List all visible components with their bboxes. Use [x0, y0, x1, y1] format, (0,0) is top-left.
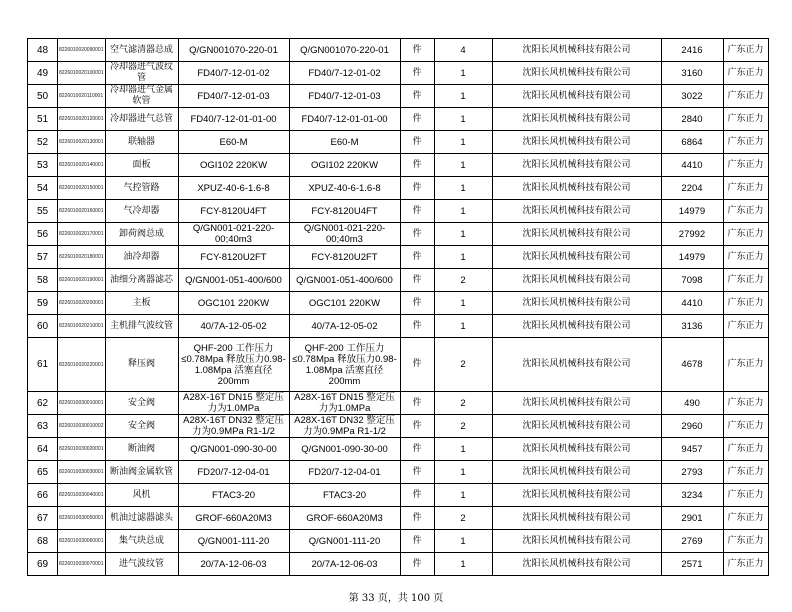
model-spec-cell: A28X-16T DN32 整定压力为0.9MPa R1-1/2: [178, 415, 289, 438]
row-number-cell: 60: [28, 315, 58, 338]
location-cell: 广东正力: [723, 461, 768, 484]
drawing-number-cell: FD40/7-12-01-01-00: [289, 108, 400, 131]
supplier-cell: 沈阳长风机械科技有限公司: [492, 415, 661, 438]
table-row: [28, 461, 769, 484]
unit-cell: 件: [400, 415, 434, 438]
row-number-cell: 61: [28, 338, 58, 392]
material-code-cell: 8226010020100001: [58, 62, 106, 85]
material-code-cell: 8226010020140001: [58, 154, 106, 177]
drawing-number-cell: FCY-8120U2FT: [289, 246, 400, 269]
table-row: [28, 85, 769, 108]
material-code-cell: 8226010030070001: [58, 553, 106, 576]
material-code-cell: 8226010020180001: [58, 246, 106, 269]
unit-cell: 件: [400, 246, 434, 269]
model-spec-cell: OGC101 220KW: [178, 292, 289, 315]
material-code-cell: 8226010030030001: [58, 461, 106, 484]
model-spec-cell: FD40/7-12-01-02: [178, 62, 289, 85]
unit-price-cell: 2769: [661, 530, 723, 553]
supplier-cell: 沈阳长风机械科技有限公司: [492, 269, 661, 292]
part-name-cell: 联轴器: [105, 131, 178, 154]
part-name-cell: 集气块总成: [105, 530, 178, 553]
unit-price-cell: 7098: [661, 269, 723, 292]
drawing-number-cell: QHF-200 工作压力≤0.78Mpa 释放压力0.98-1.08Mpa 活塞直径200mm: [289, 338, 400, 392]
table-row: [28, 177, 769, 200]
drawing-number-cell: FD40/7-12-01-02: [289, 62, 400, 85]
supplier-cell: 沈阳长风机械科技有限公司: [492, 154, 661, 177]
parts-table-body: [28, 39, 769, 576]
row-number-cell: 55: [28, 200, 58, 223]
unit-price-cell: 14979: [661, 200, 723, 223]
supplier-cell: 沈阳长风机械科技有限公司: [492, 461, 661, 484]
unit-price-cell: 6864: [661, 131, 723, 154]
drawing-number-cell: FCY-8120U4FT: [289, 200, 400, 223]
supplier-cell: 沈阳长风机械科技有限公司: [492, 200, 661, 223]
quantity-cell: 1: [434, 530, 492, 553]
part-name-cell: 释压阀: [105, 338, 178, 392]
part-name-cell: 进气波纹管: [105, 553, 178, 576]
quantity-cell: 1: [434, 200, 492, 223]
table-row: [28, 507, 769, 530]
row-number-cell: 54: [28, 177, 58, 200]
drawing-number-cell: A28X-16T DN15 整定压力为1.0MPa: [289, 392, 400, 415]
part-name-cell: 油细分离器滤芯: [105, 269, 178, 292]
drawing-number-cell: XPUZ-40-6-1.6-8: [289, 177, 400, 200]
drawing-number-cell: 40/7A-12-05-02: [289, 315, 400, 338]
drawing-number-cell: Q/GN001070-220-01: [289, 39, 400, 62]
unit-cell: 件: [400, 108, 434, 131]
location-cell: 广东正力: [723, 507, 768, 530]
drawing-number-cell: E60-M: [289, 131, 400, 154]
location-cell: 广东正力: [723, 415, 768, 438]
supplier-cell: 沈阳长风机械科技有限公司: [492, 85, 661, 108]
table-row: [28, 108, 769, 131]
model-spec-cell: XPUZ-40-6-1.6-8: [178, 177, 289, 200]
drawing-number-cell: 20/7A-12-06-03: [289, 553, 400, 576]
supplier-cell: 沈阳长风机械科技有限公司: [492, 315, 661, 338]
row-number-cell: 67: [28, 507, 58, 530]
unit-cell: 件: [400, 392, 434, 415]
table-row: [28, 223, 769, 246]
unit-price-cell: 14979: [661, 246, 723, 269]
material-code-cell: 8226010020130001: [58, 131, 106, 154]
page-footer: 第 33 页，共 100 页: [348, 593, 444, 604]
material-code-cell: 8226010020220001: [58, 338, 106, 392]
row-number-cell: 63: [28, 415, 58, 438]
supplier-cell: 沈阳长风机械科技有限公司: [492, 484, 661, 507]
supplier-cell: 沈阳长风机械科技有限公司: [492, 223, 661, 246]
location-cell: 广东正力: [723, 553, 768, 576]
quantity-cell: 1: [434, 177, 492, 200]
unit-cell: 件: [400, 461, 434, 484]
material-code-cell: 8226010020090001: [58, 39, 106, 62]
table-row: [28, 338, 769, 392]
unit-price-cell: 3160: [661, 62, 723, 85]
supplier-cell: 沈阳长风机械科技有限公司: [492, 292, 661, 315]
unit-cell: 件: [400, 131, 434, 154]
part-name-cell: 断油阀金属软管: [105, 461, 178, 484]
unit-cell: 件: [400, 85, 434, 108]
drawing-number-cell: Q/GN001-021-220-00;40m3: [289, 223, 400, 246]
location-cell: 广东正力: [723, 223, 768, 246]
row-number-cell: 68: [28, 530, 58, 553]
part-name-cell: 冷却器进气波纹管: [105, 62, 178, 85]
drawing-number-cell: OGC101 220KW: [289, 292, 400, 315]
unit-price-cell: 2571: [661, 553, 723, 576]
location-cell: 广东正力: [723, 200, 768, 223]
part-name-cell: 主机排气波纹管: [105, 315, 178, 338]
drawing-number-cell: Q/GN001-051-400/600: [289, 269, 400, 292]
drawing-number-cell: FD40/7-12-01-03: [289, 85, 400, 108]
model-spec-cell: GROF-660A20M3: [178, 507, 289, 530]
row-number-cell: 49: [28, 62, 58, 85]
row-number-cell: 69: [28, 553, 58, 576]
material-code-cell: 8226010020160001: [58, 200, 106, 223]
location-cell: 广东正力: [723, 338, 768, 392]
unit-cell: 件: [400, 315, 434, 338]
material-code-cell: 8226010020110001: [58, 85, 106, 108]
supplier-cell: 沈阳长风机械科技有限公司: [492, 246, 661, 269]
location-cell: 广东正力: [723, 315, 768, 338]
unit-cell: 件: [400, 438, 434, 461]
row-number-cell: 56: [28, 223, 58, 246]
row-number-cell: 66: [28, 484, 58, 507]
unit-cell: 件: [400, 507, 434, 530]
model-spec-cell: Q/GN001-111-20: [178, 530, 289, 553]
model-spec-cell: QHF-200 工作压力≤0.78Mpa 释放压力0.98-1.08Mpa 活塞直径200mm: [178, 338, 289, 392]
unit-cell: 件: [400, 553, 434, 576]
model-spec-cell: A28X-16T DN15 整定压力为1.0MPa: [178, 392, 289, 415]
part-name-cell: 气冷却器: [105, 200, 178, 223]
unit-price-cell: 2840: [661, 108, 723, 131]
supplier-cell: 沈阳长风机械科技有限公司: [492, 438, 661, 461]
location-cell: 广东正力: [723, 246, 768, 269]
drawing-number-cell: Q/GN001-111-20: [289, 530, 400, 553]
parts-table: [27, 38, 769, 576]
unit-cell: 件: [400, 292, 434, 315]
part-name-cell: 断油阀: [105, 438, 178, 461]
model-spec-cell: FD40/7-12-01-01-00: [178, 108, 289, 131]
quantity-cell: 4: [434, 39, 492, 62]
model-spec-cell: FD20/7-12-04-01: [178, 461, 289, 484]
quantity-cell: 2: [434, 269, 492, 292]
quantity-cell: 2: [434, 392, 492, 415]
model-spec-cell: FTAC3-20: [178, 484, 289, 507]
unit-price-cell: 2416: [661, 39, 723, 62]
material-code-cell: 8226010020200001: [58, 292, 106, 315]
quantity-cell: 1: [434, 438, 492, 461]
material-code-cell: 8226010030040001: [58, 484, 106, 507]
quantity-cell: 1: [434, 85, 492, 108]
row-number-cell: 62: [28, 392, 58, 415]
location-cell: 广东正力: [723, 269, 768, 292]
unit-price-cell: 4410: [661, 292, 723, 315]
location-cell: 广东正力: [723, 108, 768, 131]
unit-cell: 件: [400, 269, 434, 292]
table-row: [28, 315, 769, 338]
table-row: [28, 484, 769, 507]
row-number-cell: 52: [28, 131, 58, 154]
material-code-cell: 8226010020120001: [58, 108, 106, 131]
quantity-cell: 1: [434, 108, 492, 131]
location-cell: 广东正力: [723, 39, 768, 62]
drawing-number-cell: GROF-660A20M3: [289, 507, 400, 530]
model-spec-cell: E60-M: [178, 131, 289, 154]
table-row: [28, 392, 769, 415]
unit-cell: 件: [400, 484, 434, 507]
supplier-cell: 沈阳长风机械科技有限公司: [492, 108, 661, 131]
supplier-cell: 沈阳长风机械科技有限公司: [492, 131, 661, 154]
material-code-cell: 8226010030010001: [58, 392, 106, 415]
unit-cell: 件: [400, 200, 434, 223]
model-spec-cell: Q/GN001-090-30-00: [178, 438, 289, 461]
unit-price-cell: 2901: [661, 507, 723, 530]
table-row: [28, 154, 769, 177]
table-row: [28, 39, 769, 62]
model-spec-cell: FD40/7-12-01-03: [178, 85, 289, 108]
unit-price-cell: 4678: [661, 338, 723, 392]
unit-price-cell: 9457: [661, 438, 723, 461]
supplier-cell: 沈阳长风机械科技有限公司: [492, 392, 661, 415]
part-name-cell: 安全阀: [105, 415, 178, 438]
table-row: [28, 200, 769, 223]
row-number-cell: 65: [28, 461, 58, 484]
table-row: [28, 530, 769, 553]
material-code-cell: 8226010020190001: [58, 269, 106, 292]
model-spec-cell: Q/GN001-021-220-00;40m3: [178, 223, 289, 246]
model-spec-cell: Q/GN001070-220-01: [178, 39, 289, 62]
unit-price-cell: 27992: [661, 223, 723, 246]
part-name-cell: 面板: [105, 154, 178, 177]
unit-price-cell: 4410: [661, 154, 723, 177]
part-name-cell: 油冷却器: [105, 246, 178, 269]
location-cell: 广东正力: [723, 62, 768, 85]
location-cell: 广东正力: [723, 438, 768, 461]
unit-price-cell: 2204: [661, 177, 723, 200]
part-name-cell: 空气滤清器总成: [105, 39, 178, 62]
supplier-cell: 沈阳长风机械科技有限公司: [492, 530, 661, 553]
material-code-cell: 8226010030050001: [58, 507, 106, 530]
row-number-cell: 50: [28, 85, 58, 108]
supplier-cell: 沈阳长风机械科技有限公司: [492, 177, 661, 200]
row-number-cell: 57: [28, 246, 58, 269]
material-code-cell: 8226010030020001: [58, 438, 106, 461]
row-number-cell: 59: [28, 292, 58, 315]
location-cell: 广东正力: [723, 392, 768, 415]
table-row: [28, 246, 769, 269]
unit-cell: 件: [400, 530, 434, 553]
quantity-cell: 2: [434, 507, 492, 530]
table-row: [28, 553, 769, 576]
supplier-cell: 沈阳长风机械科技有限公司: [492, 39, 661, 62]
quantity-cell: 1: [434, 223, 492, 246]
quantity-cell: 1: [434, 154, 492, 177]
unit-price-cell: 3234: [661, 484, 723, 507]
location-cell: 广东正力: [723, 177, 768, 200]
table-row: [28, 292, 769, 315]
table-row: [28, 131, 769, 154]
material-code-cell: 8226010020210001: [58, 315, 106, 338]
model-spec-cell: FCY-8120U4FT: [178, 200, 289, 223]
unit-cell: 件: [400, 154, 434, 177]
table-row: [28, 62, 769, 85]
quantity-cell: 1: [434, 292, 492, 315]
quantity-cell: 1: [434, 62, 492, 85]
unit-price-cell: 2793: [661, 461, 723, 484]
drawing-number-cell: FTAC3-20: [289, 484, 400, 507]
drawing-number-cell: Q/GN001-090-30-00: [289, 438, 400, 461]
quantity-cell: 1: [434, 131, 492, 154]
row-number-cell: 51: [28, 108, 58, 131]
part-name-cell: 安全阀: [105, 392, 178, 415]
unit-price-cell: 3022: [661, 85, 723, 108]
material-code-cell: 8226010020150001: [58, 177, 106, 200]
drawing-number-cell: A28X-16T DN32 整定压力为0.9MPa R1-1/2: [289, 415, 400, 438]
part-name-cell: 冷却器进气总管: [105, 108, 178, 131]
model-spec-cell: 20/7A-12-06-03: [178, 553, 289, 576]
model-spec-cell: FCY-8120U2FT: [178, 246, 289, 269]
quantity-cell: 1: [434, 246, 492, 269]
part-name-cell: 机油过滤器滤头: [105, 507, 178, 530]
material-code-cell: 8226010030060001: [58, 530, 106, 553]
quantity-cell: 1: [434, 315, 492, 338]
location-cell: 广东正力: [723, 530, 768, 553]
table-row: [28, 415, 769, 438]
unit-cell: 件: [400, 177, 434, 200]
quantity-cell: 2: [434, 415, 492, 438]
drawing-number-cell: OGI102 220KW: [289, 154, 400, 177]
quantity-cell: 1: [434, 484, 492, 507]
location-cell: 广东正力: [723, 292, 768, 315]
part-name-cell: 卸荷阀总成: [105, 223, 178, 246]
row-number-cell: 48: [28, 39, 58, 62]
row-number-cell: 64: [28, 438, 58, 461]
location-cell: 广东正力: [723, 131, 768, 154]
unit-cell: 件: [400, 223, 434, 246]
supplier-cell: 沈阳长风机械科技有限公司: [492, 338, 661, 392]
part-name-cell: 风机: [105, 484, 178, 507]
supplier-cell: 沈阳长风机械科技有限公司: [492, 62, 661, 85]
part-name-cell: 主板: [105, 292, 178, 315]
part-name-cell: 气控管路: [105, 177, 178, 200]
part-name-cell: 冷却器进气金属软管: [105, 85, 178, 108]
unit-cell: 件: [400, 338, 434, 392]
drawing-number-cell: FD20/7-12-04-01: [289, 461, 400, 484]
location-cell: 广东正力: [723, 154, 768, 177]
unit-price-cell: 2960: [661, 415, 723, 438]
model-spec-cell: OGI102 220KW: [178, 154, 289, 177]
model-spec-cell: Q/GN001-051-400/600: [178, 269, 289, 292]
quantity-cell: 1: [434, 461, 492, 484]
unit-price-cell: 3136: [661, 315, 723, 338]
material-code-cell: 8226010020170001: [58, 223, 106, 246]
unit-cell: 件: [400, 62, 434, 85]
location-cell: 广东正力: [723, 85, 768, 108]
row-number-cell: 58: [28, 269, 58, 292]
table-row: [28, 438, 769, 461]
row-number-cell: 53: [28, 154, 58, 177]
supplier-cell: 沈阳长风机械科技有限公司: [492, 553, 661, 576]
material-code-cell: 8226010030010002: [58, 415, 106, 438]
table-row: [28, 269, 769, 292]
quantity-cell: 1: [434, 553, 492, 576]
quantity-cell: 2: [434, 338, 492, 392]
location-cell: 广东正力: [723, 484, 768, 507]
model-spec-cell: 40/7A-12-05-02: [178, 315, 289, 338]
unit-price-cell: 490: [661, 392, 723, 415]
supplier-cell: 沈阳长风机械科技有限公司: [492, 507, 661, 530]
unit-cell: 件: [400, 39, 434, 62]
